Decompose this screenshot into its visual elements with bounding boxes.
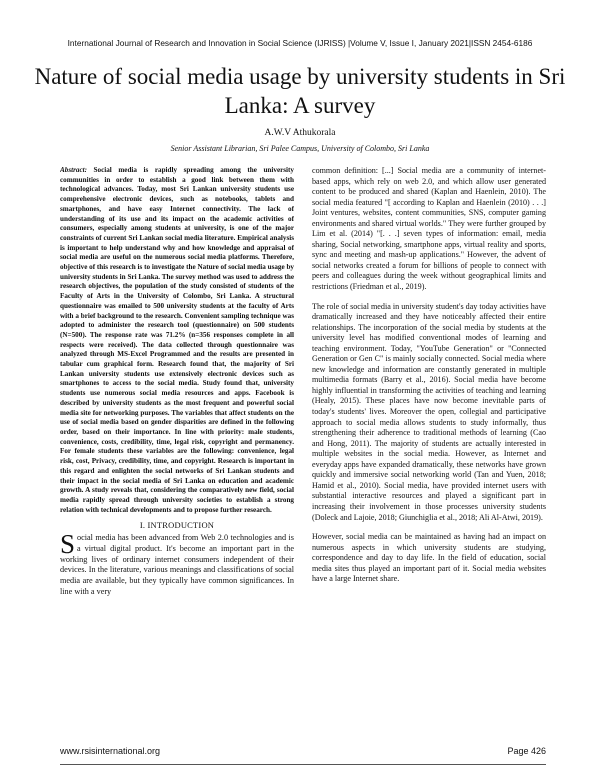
footer-page-number: Page 426	[507, 746, 546, 756]
introduction-text: ocial media has been advanced from Web 2.0 technologies and is a virtual digital product. It's become an important part in the working lives of ordinary internet consumers independent of their devices. In the literature, various meanings and classifications of social media are available, but they typically have common significances. In line with a very	[60, 533, 294, 596]
author-name: A.W.V Athukorala	[264, 128, 336, 138]
footer-rule	[60, 764, 546, 765]
body-paragraph: However, social media can be maintained as having had an impact on numerous aspects in which university students are studying, correspondence and day to day life. In the field of education, social media sites thus played an important part of it. Social media websites have a large Internet share.	[312, 532, 546, 584]
abstract-label: Abstract:	[60, 166, 87, 174]
section-heading-introduction: I. INTRODUCTION	[139, 520, 215, 531]
left-column	[60, 166, 294, 746]
right-column	[312, 166, 546, 746]
body-paragraph: common definition: [...] Social media are a community of internet-based apps, which rely on web 2.0, and which allow user generated content to be produced and shared (Kaplan and Haenlein, 2010). The social media featured "[ according to Kaplan and Haenlein (2010) . . .] Joint ventures, websites, content communities, SNS, computer gaming environments and shared virtual worlds." They were further grouped by Lim et al. (2014) "[. . .] seven types of information: email, media sharing, Social networking, smartphone apps, virtual reality and sports, sync and meeting and mash-up applications." However, the advent of social networks created a forum for billions of people to connect with peers and colleagues during the week without geographical limits and restrictions (Friedman et al., 2019).	[312, 166, 546, 292]
author-affiliation: Senior Assistant Librarian, Sri Palee Campus, University of Colombo, Sri Lanka	[170, 144, 430, 153]
footer-website: www.rsisinternational.org	[60, 746, 161, 756]
introduction-paragraph	[60, 529, 294, 597]
drop-cap: S	[60, 529, 76, 560]
paper-title: Nature of social media usage by university students in Sri Lanka: A survey	[34, 64, 566, 118]
abstract-text: Social media is rapidly spreading among the university communities in order to establish a good link between them with technological advances. Today, most Sri Lankan university students use comprehensive electronic devices, such as notebooks, tablets and smartphones, and have easy Internet connectivity. The lack of understanding of its use and its impact on the academic activities of consumers, especially among students at university, is one of the major constraints of current Sri Lankan social media literature. Empirical analysis is important to help understand why and how knowledge and appraisal of social media are useful on the numerous social media platforms. Therefore, objective of this research is to investigate the Nature of social media usage by university students in Sri Lanka. The survey method was used to address the research objectives, the population of the study consisted of students of the Faculty of Arts in the University of Colombo, Sri Lanka. A structural questionnaire was emailed to 500 university students at the faculty of Arts with a brief background to the research. Convenient sampling technique was adopted to administer the research tool (questionnaire) on 500 students (N=500). The response rate was 71.2% (n=356 responses complete in all respects were received). The data collected through questionnaire was analyzed through MS-Excel Programmed and the results are presented in tabular cum graphical form. Research found that, the majority of Sri Lankan university students use extensively electronic devices such as smartphones to access to the social media. Study found that, university students use numerous social media resources and apps. Facebook is described by university students as the most frequent and powerful social media site for networking purposes. The variables that affect students on the use of social media based on gender disparities are defined in the following order, based on their importance. In line with priority: male students, convenience, costs, credibility, time, legal risk, copyright and permanency. For female students these variables are the following: convenience, legal risk, cost, Privacy, credibility, time, and copyright. Research is important in this regard and enlighten the social networks of Sri Lankan students and their impact in the social media of Sri Lanka on education and academic growth. A study reveals that, considering the comparatively new field, social media rapidly spread through university societies to establish a strong relation with technical developments and to propose further research.	[60, 166, 294, 514]
body-paragraph: The role of social media in university student's day today activities have dramatically increased and they have noticeably affected their entire relationships. The incorporation of the social media by students at the university level has modified conventional modes of learning and teaching environment. Today, "YouTube Generation" or "Connected Generation or Gen C" is mainly socially connected. Social media where new knowledge and information are constantly generated in multiple multimedia formats (Barry et al., 2016). Social media have become highly influential in transforming the activities of teaching and learning (Healy, 2015). These places have now become inevitable parts of today's students' lives. Moreover the open, collegial and participative approach to social media allows students to study informally, thus strengthening their adherence to traditional methods of learning (Cao and Hong, 2011). The majority of students are actually interested in multiple websites in the social media. However, as Internet and everyday apps have expanded dramatically, these networks have grown quickly and immersive social networking world (Tan and Yuen, 2018; Hamid et al., 2010). Social media, have provided internet users with substantial interactive resources and played a significant part in increasing their involvement in those processes university students (Doleck and Lajoie, 2018; Giunchiglia et al., 2018; Ali Al-Atwi, 2019).	[312, 301, 546, 522]
journal-header: International Journal of Research and Innovation in Social Science (IJRISS) |Volume V, Issue I, January 2021|ISSN 2454-6186	[67, 38, 533, 48]
abstract	[60, 166, 294, 515]
